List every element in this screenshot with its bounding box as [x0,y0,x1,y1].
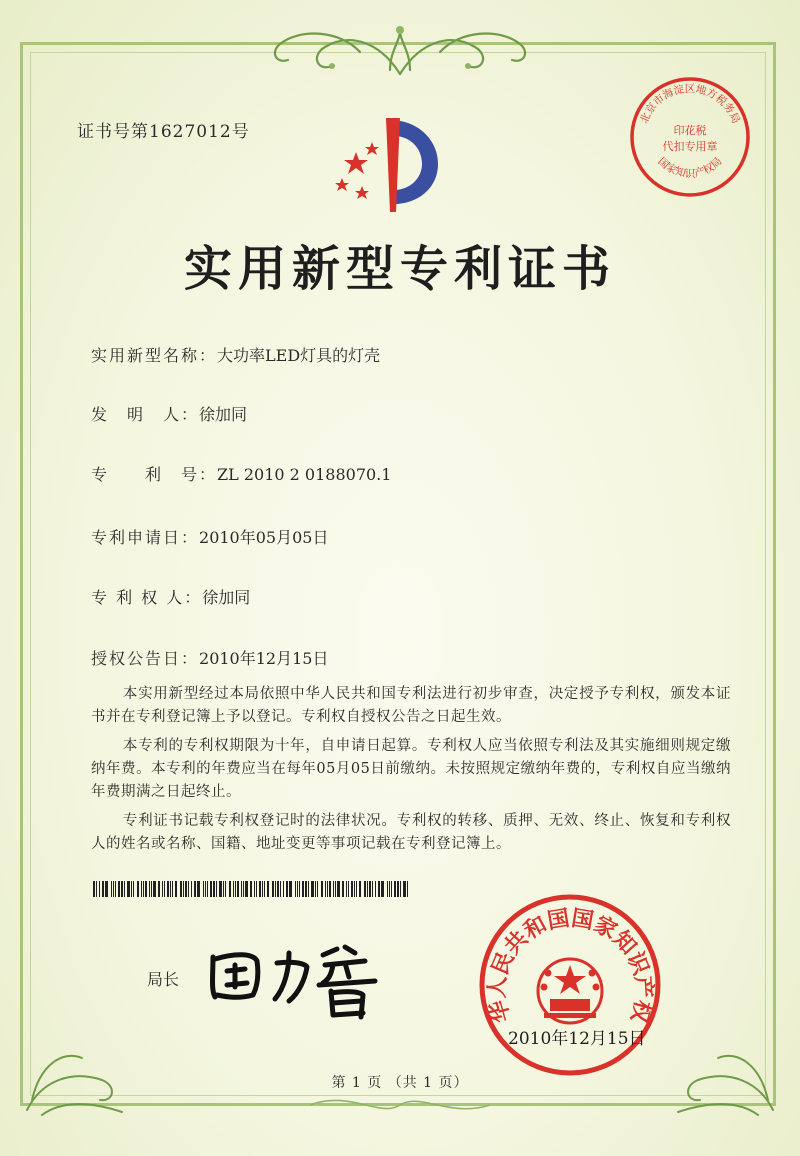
barcode-stripe [375,881,376,897]
barcode-stripe [348,881,349,897]
barcode-stripe [299,881,300,897]
barcode-stripe [210,881,212,897]
field-label: 实用新型名称： [91,346,218,365]
body-paragraph-1: 本实用新型经过本局依照中华人民共和国专利法进行初步审查，决定授予专利权，颁发本证书并在专利登记簿上予以登记。专利权自授权公告之日起生效。 [91,686,731,725]
barcode-stripe [207,881,208,897]
patent-office-emblem [328,112,458,222]
barcode-stripe [333,881,334,897]
barcode-stripe [325,881,326,897]
barcode-stripe [93,881,95,897]
barcode-stripe [153,881,156,897]
barcode-stripe [321,881,323,897]
barcode-stripe [127,881,130,897]
svg-text:中华人民共和国国家知识产权局: 华人民共和国国家知识产权 [483,905,658,1026]
tax-stamp-seal [625,72,755,206]
barcode-stripe [197,881,200,897]
director-label: 局长 [147,970,180,989]
barcode-stripe [372,881,373,897]
barcode-stripe [259,881,261,897]
svg-text:北京市海淀区地方税务局: 北京市海淀区地方税务局 [638,83,742,126]
barcode-stripe [256,881,257,897]
barcode-stripe [241,881,242,897]
barcode-stripe [272,881,274,897]
barcode-stripe [267,881,269,897]
barcode-stripe [295,881,296,897]
field-label: 专 利 号： [91,465,218,484]
field-application-date [91,525,328,548]
barcode-stripe [262,881,263,897]
barcode-stripe [233,881,234,897]
barcode-stripe [245,881,248,897]
barcode-stripe [194,881,196,897]
barcode-stripe [389,881,390,897]
barcode-stripe [145,881,147,897]
barcode-stripe [225,881,226,897]
field-patent-number [91,462,391,485]
barcode-stripe [149,881,150,897]
barcode-stripe [403,881,406,897]
svg-text:国家知识产权局: 国家知识产权局 [655,155,725,180]
barcode-stripe [354,881,355,897]
barcode-stripe [337,881,340,897]
field-label: 发 明 人： [91,405,200,424]
barcode-stripe [124,881,125,897]
barcode-stripe [151,881,152,897]
barcode-stripe [275,881,276,897]
barcode-stripe [141,881,142,897]
barcode-stripe [302,881,304,897]
barcode-stripe [305,881,307,897]
barcode-stripe [175,881,177,897]
body-paragraph-2: 本专利的专利权期限为十年，自申请日起算。专利权人应当依照专利法及其实施细则规定缴纳年费。本专利的年费应当在每年05月05日前缴纳。未按照规定缴纳年费的，专利权自应当缴纳年费期满之日起终止。 [91,738,731,800]
barcode-stripe [131,881,132,897]
barcode-stripe [121,881,123,897]
barcode-stripe [111,881,112,897]
barcode-stripe [364,881,366,897]
barcode-stripe [335,881,336,897]
barcode-stripe [397,881,399,897]
field-inventor [91,402,247,425]
field-patentee [91,585,250,608]
barcode-stripe [329,881,331,897]
page-indicator: 第 1 页 （共 1 页） [331,1075,469,1091]
barcode-stripe [96,881,97,897]
certificate-title: 实用新型专利证书 [183,241,616,297]
barcode-stripe [115,881,116,897]
barcode-stripe [172,881,173,897]
barcode-stripe [327,881,328,897]
barcode-stripe [286,881,288,897]
barcode-stripe [203,881,204,897]
field-value: ZL 2010 2 0188070.1 [217,465,392,484]
field-label: 专利申请日： [91,528,200,547]
barcode-stripe [342,881,344,897]
director-signature [205,935,395,1029]
barcode-stripe [391,881,392,897]
barcode-stripe [133,881,134,897]
field-label: 授权公告日： [91,649,200,668]
barcode-stripe [367,881,368,897]
barcode-stripe [289,881,292,897]
field-value: 徐加同 [199,405,248,424]
official-seal [478,893,663,1082]
barcode-stripe [191,881,192,897]
barcode-stripe [308,881,309,897]
barcode-stripe [105,881,108,897]
barcode-stripe [216,881,217,897]
barcode-stripe [205,881,206,897]
barcode-stripe [118,881,120,897]
barcode-stripe [143,881,144,897]
field-value: 大功率LED灯具的灯壳 [217,346,381,365]
barcode-stripe [297,881,298,897]
barcode-stripe [188,881,189,897]
barcode-stripe [183,881,184,897]
barcode [93,881,411,897]
top-ornament [240,22,560,82]
barcode-stripe [280,881,281,897]
barcode-stripe [387,881,388,897]
field-value: 2010年12月15日 [199,649,329,668]
barcode-stripe [235,881,236,897]
barcode-stripe [164,881,165,897]
barcode-stripe [229,881,231,897]
barcode-stripe [170,881,171,897]
svg-text:代扣专用章: 代扣专用章 [662,140,718,153]
barcode-stripe [394,881,396,897]
seal-date: 2010年12月15日 [508,1029,646,1049]
field-value: 徐加同 [202,588,251,607]
barcode-stripe [158,881,160,897]
barcode-stripe [277,881,279,897]
barcode-stripe [311,881,314,897]
barcode-stripe [102,881,104,897]
barcode-stripe [137,881,139,897]
barcode-stripe [317,881,318,897]
body-paragraph-3: 专利证书记载专利权登记时的法律状况。专利权的转移、质押、无效、终止、恢复和专利权人的姓名或名称、国籍、地址变更等事项记载在专利登记簿上。 [91,813,731,852]
barcode-stripe [99,881,100,897]
barcode-stripe [223,881,224,897]
field-value: 2010年05月05日 [199,528,329,547]
bottom-ornament [300,1090,500,1120]
barcode-stripe [283,881,284,897]
barcode-stripe [213,881,215,897]
barcode-stripe [381,881,384,897]
barcode-stripe [315,881,316,897]
barcode-stripe [219,881,222,897]
barcode-stripe [167,881,169,897]
barcode-stripe [378,881,380,897]
barcode-stripe [243,881,244,897]
certificate-number: 证书号第1627012号 [77,122,250,142]
barcode-stripe [185,881,187,897]
svg-text:印花税: 印花税 [673,124,707,137]
barcode-stripe [264,881,265,897]
barcode-stripe [407,881,408,897]
barcode-stripe [400,881,401,897]
barcode-stripe [369,881,371,897]
field-label: 专 利 权 人： [91,588,203,607]
barcode-stripe [162,881,163,897]
barcode-stripe [346,881,347,897]
barcode-stripe [250,881,252,897]
barcode-stripe [351,881,353,897]
barcode-stripe [359,881,361,897]
barcode-stripe [237,881,239,897]
barcode-stripe [356,881,357,897]
barcode-stripe [180,881,182,897]
barcode-stripe [113,881,114,897]
field-utility-model-name [91,343,380,366]
field-grant-date [91,646,328,669]
barcode-stripe [254,881,255,897]
